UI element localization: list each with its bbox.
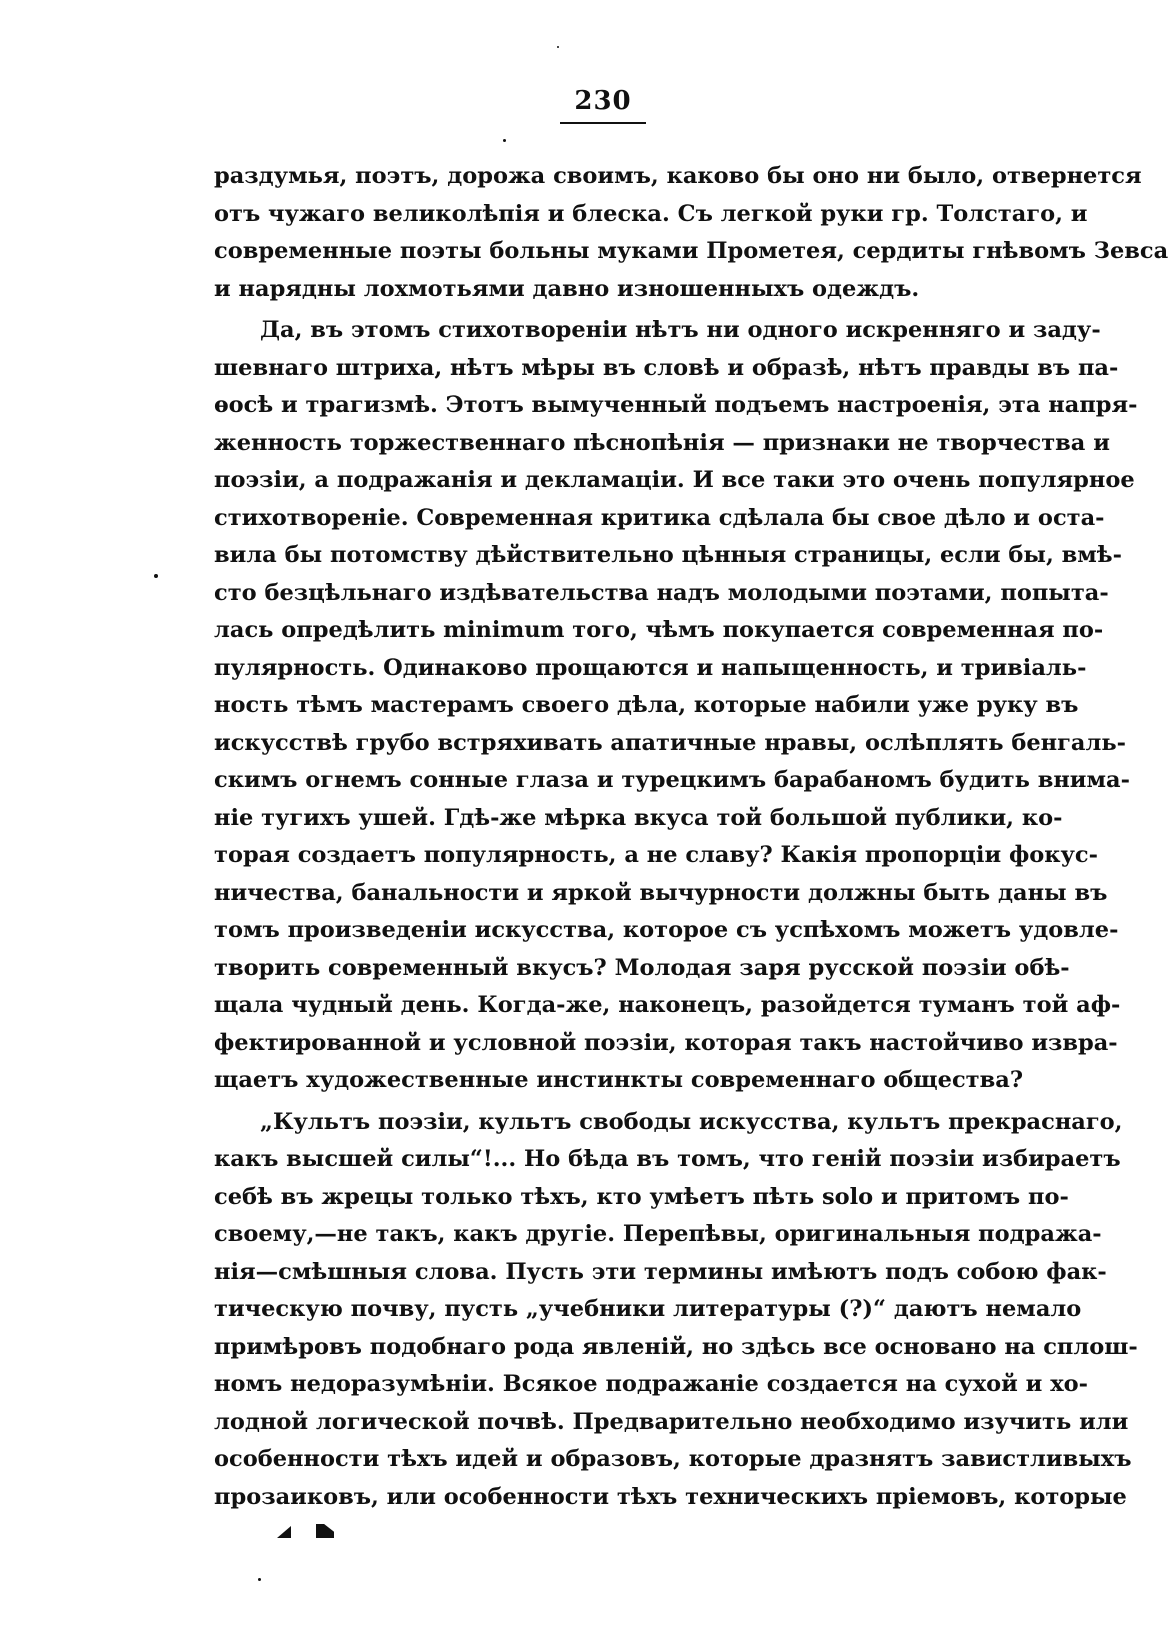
text-line: щала чудный день. Когда-же, наконецъ, разойдется туманъ той аф- (214, 992, 1121, 1018)
text-line: примѣровъ подобнаго рода явленій, но здѣсь все основано на сплош- (214, 1333, 1138, 1360)
text-line: щаетъ художественные инстинкты современнаго общества? (214, 1067, 1024, 1093)
print-mark (277, 1526, 291, 1538)
text-line: творить современный вкусъ? Молодая заря русской поэзіи обѣ- (214, 954, 1070, 981)
text-line: ніе тугихъ ушей. Гдѣ-же мѣрка вкуса той большой публики, ко- (214, 804, 1063, 831)
text-line: искусствѣ грубо встряхивать апатичные нравы, ослѣплять бенгаль- (214, 729, 1126, 756)
text-line: тическую почву, пусть „учебники литературы (?)“ даютъ немало (214, 1296, 1082, 1322)
text-line: шевнаго штриха, нѣтъ мѣры въ словѣ и образѣ, нѣтъ правды въ па- (214, 354, 1119, 381)
text-line: себѣ въ жрецы только тѣхъ, кто умѣетъ пѣть solo и притомъ по- (214, 1183, 1069, 1210)
text-line: пулярность. Одинаково прощаются и напыщенность, и тривіаль- (214, 654, 1087, 681)
page-number-underline (560, 122, 646, 124)
text-line: номъ недоразумѣніи. Всякое подражаніе создается на сухой и хо- (214, 1371, 1088, 1397)
text-line: томъ произведеніи искусства, которое съ успѣхомъ можетъ удовле- (214, 917, 1119, 943)
text-line: особенности тѣхъ идей и образовъ, которые дразнятъ завистливыхъ (214, 1446, 1132, 1472)
text-line: вила бы потомству дѣйствительно цѣнныя страницы, если бы, вмѣ- (214, 542, 1122, 568)
text-line: „Культъ поэзіи, культъ свободы искусства, культъ прекраснаго, (260, 1108, 1123, 1135)
text-line: ность тѣмъ мастерамъ своего дѣла, которые набили уже руку въ (214, 692, 1079, 718)
text-line: сто безцѣльнаго издѣвательства надъ молодыми поэтами, попыта- (214, 579, 1109, 606)
text-line: своему,—не такъ, какъ другіе. Перепѣвы, оригинальныя подража- (214, 1221, 1102, 1247)
print-speck (503, 139, 506, 142)
text-line: ѳосѣ и трагизмѣ. Этотъ вымученный подъемъ настроенія, эта напря- (214, 392, 1138, 418)
print-speck (258, 1578, 261, 1581)
text-line: стихотвореніе. Современная критика сдѣлала бы свое дѣло и оста- (214, 504, 1105, 531)
text-line: прозаиковъ, или особенности тѣхъ техническихъ пріемовъ, которые (214, 1483, 1127, 1510)
print-speck (557, 46, 559, 48)
text-line: фектированной и условной поэзіи, которая такъ настойчиво извра- (214, 1029, 1118, 1056)
text-line: поэзіи, а подражанія и декламаціи. И все таки это очень популярное (214, 467, 1135, 493)
page-number: 230 (574, 86, 632, 116)
print-mark (316, 1524, 334, 1538)
text-line: раздумья, поэтъ, дорожа своимъ, каково бы оно ни было, отвернется (214, 163, 1142, 189)
text-line: лась опредѣлить minimum того, чѣмъ покупается современная по- (214, 617, 1104, 643)
text-line: и нарядны лохмотьями давно изношенныхъ одеждъ. (214, 275, 920, 302)
text-line: отъ чужаго великолѣпія и блеска. Съ легкой руки гр. Толстаго, и (214, 200, 1088, 227)
text-line: Да, въ этомъ стихотвореніи нѣтъ ни одного искренняго и заду- (260, 317, 1101, 343)
text-line: лодной логической почвѣ. Предварительно необходимо изучить или (214, 1408, 1129, 1435)
body-text (214, 158, 1168, 1520)
text-line: нія—смѣшныя слова. Пусть эти термины имѣютъ подъ собою фак- (214, 1258, 1107, 1285)
text-line: торая создаетъ популярность, а не славу? Какія пропорціи фокус- (214, 842, 1098, 868)
text-line: женность торжественнаго пѣснопѣнія — признаки не творчества и (214, 429, 1110, 456)
paragraph (214, 158, 1168, 308)
text-line: ничества, банальности и яркой вычурности должны быть даны въ (214, 879, 1108, 906)
text-line: какъ высшей силы“!... Но бѣда въ томъ, что геній поэзіи избираетъ (214, 1146, 1121, 1172)
paragraph (214, 1104, 1138, 1517)
text-line: скимъ огнемъ сонные глаза и турецкимъ барабаномъ будить внима- (214, 767, 1130, 793)
text-line: современные поэты больны муками Прометея, сердиты гнѣвомъ Зевса (214, 238, 1168, 264)
print-speck (154, 574, 158, 578)
paragraph (214, 312, 1138, 1100)
